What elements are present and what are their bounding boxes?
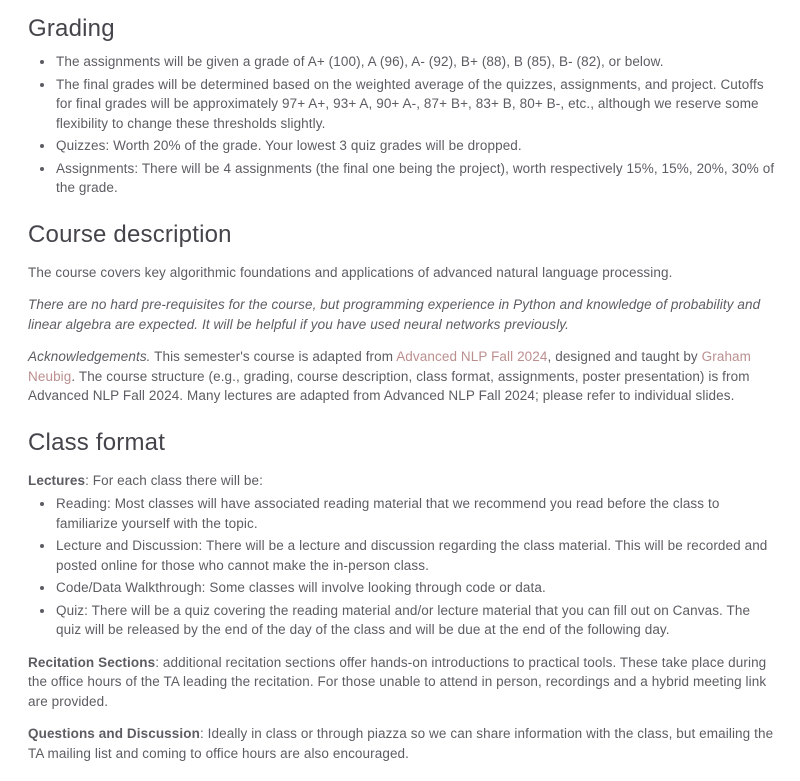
course-description-heading: Course description	[28, 220, 232, 248]
list-item: • Assignments: There will be 4 assignments (the final one being the project), worth respectively 15%, 15%, 20%, 30% of the grade.	[55, 159, 776, 198]
list-item: • The final grades will be determined based on the weighted average of the quizzes, assignments, and project. Cutoffs for final grades will be approximately 97+ A+, 93+ A, 90+ A-, 87+ B+, 83+ B, 80+ B-, etc., although we reserve some flexibility to change these thresholds slightly.	[55, 75, 776, 134]
grading-list	[28, 52, 776, 198]
graham-neubig-link[interactable]: Graham Neubig	[28, 349, 752, 384]
section-class-format	[28, 428, 776, 764]
section-course-description	[28, 220, 776, 406]
acknowledgements-text: . The course structure (e.g., grading, course description, class format, assignments, poster presentation) is from Advanced NLP Fall 2024. Many lectures are adapted from Advanced NLP Fall 2024; please refer to individual slides.	[28, 368, 750, 403]
list-item: • Lecture and Discussion: There will be a lecture and discussion regarding the class material. This will be recorded and posted online for those who cannot make the in-person class.	[55, 536, 776, 575]
recitation-sections-label: Recitation Sections	[28, 654, 156, 670]
acknowledgements-text: This semester's course is adapted from	[150, 349, 397, 364]
section-grading	[28, 14, 776, 198]
list-item: • Reading: Most classes will have associated reading material that we recommend you read before the class to familiarize yourself with the topic.	[55, 494, 776, 533]
recitation-text: : additional recitation sections offer hands-on introductions to practical tools. These take place during the office hours of the TA leading the recitation. For those unable to attend in person, recordings and a hybrid meeting link are provided.	[28, 654, 767, 709]
class-format-list	[28, 494, 776, 640]
grading-heading: Grading	[28, 15, 115, 42]
acknowledgements-text: , designed and taught by	[547, 349, 702, 364]
questions-discussion-label: Questions and Discussion	[28, 726, 200, 741]
acknowledgements-label: Acknowledgements.	[28, 349, 151, 364]
course-intro-paragraph: The course covers key algorithmic foundations and applications of advanced natural language processing.	[28, 264, 673, 280]
acknowledgements-paragraph	[28, 347, 776, 406]
lectures-text: : For each class there will be:	[85, 472, 263, 488]
advanced-nlp-fall-2024-link[interactable]: Advanced NLP Fall 2024	[396, 349, 548, 364]
questions-paragraph	[28, 724, 776, 763]
list-item: • Code/Data Walkthrough: Some classes will involve looking through code or data.	[55, 578, 776, 598]
class-format-heading: Class format	[28, 428, 166, 456]
recitation-paragraph	[28, 653, 776, 712]
list-item: • The assignments will be given a grade of A+ (100), A (96), A- (92), B+ (88), B (85), B- (82), or below.	[55, 52, 776, 72]
list-item: • Quizzes: Worth 20% of the grade. Your lowest 3 quiz grades will be dropped.	[55, 136, 776, 156]
list-item: • Quiz: There will be a quiz covering the reading material and/or lecture material that you can fill out on Canvas. The quiz will be released by the end of the day of the class and will be due at the end of the following day.	[55, 601, 776, 640]
prerequisites-paragraph: There are no hard pre-requisites for the course, but programming experience in Python and knowledge of probability and linear algebra are expected. It will be helpful if you have used neural networks previously.	[28, 297, 761, 332]
lectures-label: Lectures	[28, 472, 86, 488]
lectures-paragraph	[28, 471, 776, 491]
questions-text: : Ideally in class or through piazza so we can share information with the class, but emailing the TA mailing list and coming to office hours are also encouraged.	[28, 726, 774, 761]
